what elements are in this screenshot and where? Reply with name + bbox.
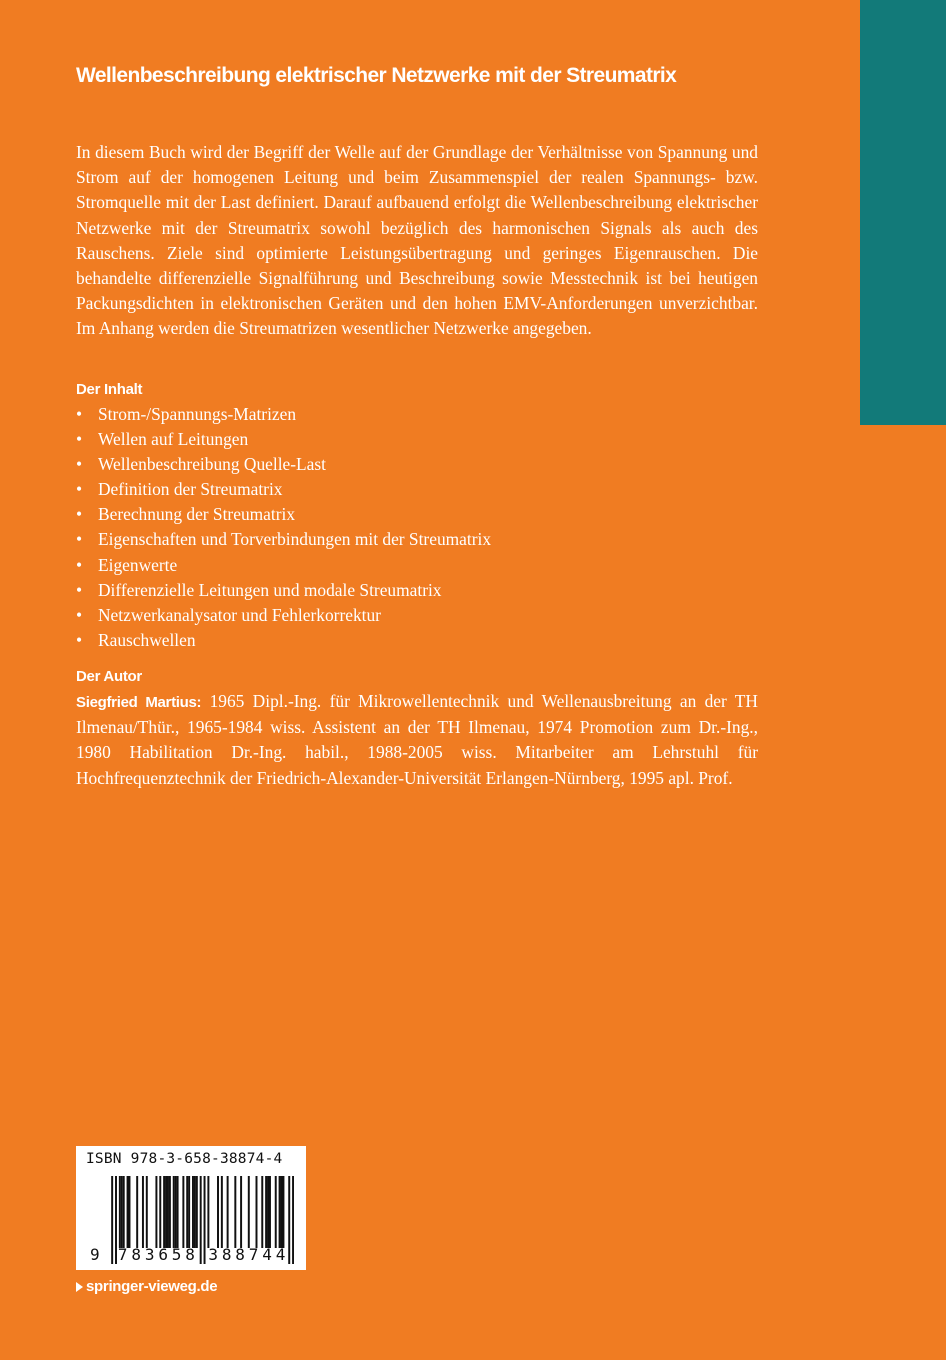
barcode-bar [275,1176,277,1248]
barcode-bar [265,1176,267,1248]
barcode-bar [111,1176,113,1264]
bullet-icon: • [76,629,83,650]
barcode-bar [207,1176,209,1248]
barcode-bar [234,1176,236,1248]
barcode-bar [196,1176,198,1248]
barcode-digit: 7 [117,1245,128,1264]
barcode-bar [194,1176,196,1248]
bullet-icon: • [76,454,83,475]
contents-list-item [76,477,491,502]
barcode-digit: 8 [131,1245,142,1264]
barcode-bar [256,1176,258,1248]
barcode-bar [128,1176,130,1248]
barcode-digit: 8 [221,1245,232,1264]
barcode-bar [165,1176,167,1248]
barcode-bar [279,1176,281,1248]
barcode-bar [177,1176,179,1248]
contents-item-label: Eigenschaften und Torverbindungen mit der Streumatrix [98,529,492,550]
bullet-icon: • [76,429,83,450]
barcode-digit: 8 [235,1245,245,1264]
author-bio-text: 1965 Dipl.-Ing. für Mikrowellentechnik und Wellenausbreitung an der TH Ilmenau/Thür., 1965-1984 wiss. Assistent an der TH Ilmenau, 1974 Promotion zum Dr.-Ing., 1980 Habilitation Dr.-Ing. habil., 1988-2005 wiss. Mitarbeiter am Lehrstuhl für Hochfrequenztechnik der Friedrich-Alexander-Universität Erlangen-Nürnberg, 1995 apl. Prof. [76,691,758,788]
barcode-bar [204,1176,206,1264]
contents-list-item [76,427,491,452]
contents-heading: Der Inhalt [76,381,143,398]
contents-item-label: Wellenbeschreibung Quelle-Last [98,454,326,475]
bullet-icon: • [76,579,83,600]
isbn-label: ISBN 978-3-658-38874-4 [86,1151,283,1167]
barcode-bar [261,1176,263,1248]
barcode-bar [282,1176,284,1248]
bullet-icon: • [76,529,83,550]
barcode-digit: 3 [144,1245,155,1264]
contents-item-label: Differenzielle Leitungen und modale Streumatrix [98,579,442,600]
bullet-icon: • [76,504,83,525]
barcode-bar [292,1176,294,1264]
barcode-bar [186,1176,188,1248]
barcode-digit: 7 [248,1245,259,1264]
barcode-digit: 4 [262,1245,272,1264]
barcode-bar [155,1176,157,1248]
author-bio [76,689,758,791]
contents-list-item [76,578,491,603]
publisher-link[interactable] [76,1278,217,1295]
barcode-bar [173,1176,175,1248]
barcode-bar [240,1176,242,1248]
barcode-digit: 8 [185,1245,195,1264]
barcode-bar [121,1176,123,1248]
barcode-digit: 3 [208,1245,219,1264]
bullet-icon: • [76,404,83,424]
contents-list-item [76,452,491,477]
author-heading: Der Autor [76,668,142,685]
barcode-bar [227,1176,229,1248]
barcode-bar [146,1176,148,1248]
contents-list-item [76,402,491,427]
barcode-bar [281,1176,283,1248]
bullet-icon: • [76,479,83,500]
barcode-bar [182,1176,184,1248]
publisher-url: springer-vieweg.de [86,1278,218,1295]
barcode-bar [200,1176,202,1264]
contents-item-label: Strom-/Spannungs-Matrizen [98,404,297,424]
contents-item-label: Berechnung der Streumatrix [98,504,296,525]
barcode-bar [267,1176,269,1248]
contents-item-label: Definition der Streumatrix [98,479,283,500]
barcode-bar [269,1176,271,1248]
barcode-bar [188,1176,190,1248]
contents-list-item [76,527,491,552]
barcode-digit: 6 [158,1245,169,1264]
barcode-bar [119,1176,121,1248]
author-name: Siegfried Martius: [76,694,202,711]
accent-tab [860,0,946,425]
barcode-bar [136,1176,138,1248]
barcode-bar [163,1176,165,1248]
bullet-icon: • [76,604,83,625]
contents-list-item [76,603,491,628]
barcode-bar [192,1176,194,1248]
contents-list [76,402,491,653]
contents-list-item [76,502,491,527]
contents-list-item [76,628,491,653]
barcode-bar [217,1176,219,1248]
barcode-bar [288,1176,290,1264]
bullet-icon: • [76,554,83,575]
contents-item-label: Rauschwellen [98,629,196,650]
barcode-digit: 4 [275,1245,286,1264]
barcode-bar [221,1176,223,1248]
contents-item-label: Netzwerkanalysator und Fehlerkorrektur [98,604,381,625]
barcode-bar [248,1176,250,1248]
barcode-bar [142,1176,144,1248]
barcode-bar [169,1176,171,1248]
contents-item-label: Wellen auf Leitungen [98,429,249,450]
barcode-bar [115,1176,117,1264]
isbn-barcode [76,1146,306,1270]
barcode-digit: 9 [90,1245,100,1264]
barcode-digit: 5 [171,1245,182,1264]
barcode-bar [127,1176,129,1248]
barcode-bar [123,1176,125,1248]
book-title: Wellenbeschreibung elektrischer Netzwerke mit der Streumatrix [76,64,677,87]
book-description: In diesem Buch wird der Begriff der Welle auf der Grundlage der Verhältnisse von Spannung und Strom auf der homogenen Leitung und beim Zusammenspiel der realen Spannungs- bzw. Stromquelle mit der Last definiert. Darauf aufbauend erfolgt die Wellenbeschreibung elektrischer Netzwerke mit der Streumatrix sowohl bezüglich des harmonischen Signals als auch des Rauschens. Ziele sind optimierte Leistungsübertragung und geringes Eigenrauschen. Die behandelte differenzielle Signalführung und Beschreibung sowie Messtechnik ist bei heutigen Packungsdichten in elektronischen Geräten und den hohen EMV-Anforderungen unverzichtbar. Im Anhang werden die Streumatrizen wesentlicher Netzwerke angegeben. [76,142,758,339]
contents-item-label: Eigenwerte [98,554,178,575]
contents-list-item [76,553,491,578]
barcode-bar [167,1176,169,1248]
barcode-bar [175,1176,177,1248]
barcode-bar [159,1176,161,1248]
arrow-right-icon [76,1282,83,1292]
